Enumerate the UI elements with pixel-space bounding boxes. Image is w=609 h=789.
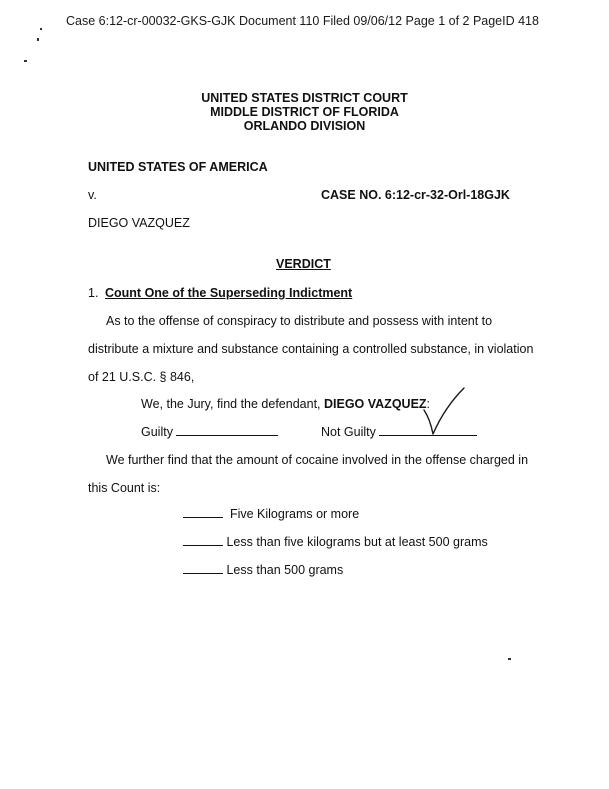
jury-finding-prefix: We, the Jury, find the defendant, — [141, 397, 324, 411]
court-district: MIDDLE DISTRICT OF FLORIDA — [210, 105, 399, 119]
count-heading: Count One of the Superseding Indictment — [105, 286, 353, 300]
verdict-title: VERDICT — [276, 257, 331, 271]
quantity-option-label: Five Kilograms or more — [229, 507, 360, 521]
plaintiff-name: UNITED STATES OF AMERICA — [88, 160, 268, 174]
guilty-label: Guilty — [141, 425, 173, 439]
not-guilty-blank[interactable] — [379, 425, 477, 436]
scan-speck — [37, 38, 39, 41]
versus-text: v. — [88, 188, 97, 202]
jury-finding-defendant: DIEGO VAZQUEZ — [323, 397, 427, 411]
not-guilty-option — [321, 425, 477, 439]
further-finding-line-2: this Count is: — [88, 481, 161, 495]
quantity-option-less-500-grams — [183, 563, 343, 577]
quantity-blank[interactable] — [183, 507, 223, 518]
not-guilty-label: Not Guilty — [321, 425, 376, 439]
quantity-option-label: Less than five kilograms but at least 500 grams — [226, 535, 488, 549]
jury-finding-suffix: : — [426, 397, 431, 411]
scan-speck — [24, 60, 27, 62]
jury-finding — [141, 397, 430, 411]
quantity-blank[interactable] — [183, 563, 223, 574]
count-number: 1. — [88, 286, 99, 300]
offense-paragraph-line-3: of 21 U.S.C. § 846, — [88, 370, 195, 384]
defendant-name: DIEGO VAZQUEZ — [88, 216, 190, 230]
quantity-option-five-kilograms — [183, 507, 359, 521]
offense-paragraph-line-2: distribute a mixture and substance containing a controlled substance, in violation — [88, 342, 534, 356]
scan-speck — [40, 28, 42, 30]
case-header: Case 6:12-cr-00032-GKS-GJK Document 110 Filed 09/06/12 Page 1 of 2 PageID 418 — [66, 14, 539, 28]
further-finding-line-1: We further find that the amount of cocaine involved in the offense charged in — [106, 453, 529, 467]
scan-speck — [508, 658, 511, 660]
quantity-option-label: Less than 500 grams — [226, 563, 344, 577]
guilty-option — [141, 425, 278, 439]
court-name: UNITED STATES DISTRICT COURT — [201, 91, 408, 105]
case-number: CASE NO. 6:12-cr-32-Orl-18GJK — [321, 188, 510, 202]
quantity-blank[interactable] — [183, 535, 223, 546]
guilty-blank[interactable] — [176, 425, 278, 436]
quantity-option-500-grams — [183, 535, 488, 549]
offense-paragraph-line-1: As to the offense of conspiracy to distribute and possess with intent to — [106, 314, 493, 328]
court-division: ORLANDO DIVISION — [243, 119, 366, 133]
